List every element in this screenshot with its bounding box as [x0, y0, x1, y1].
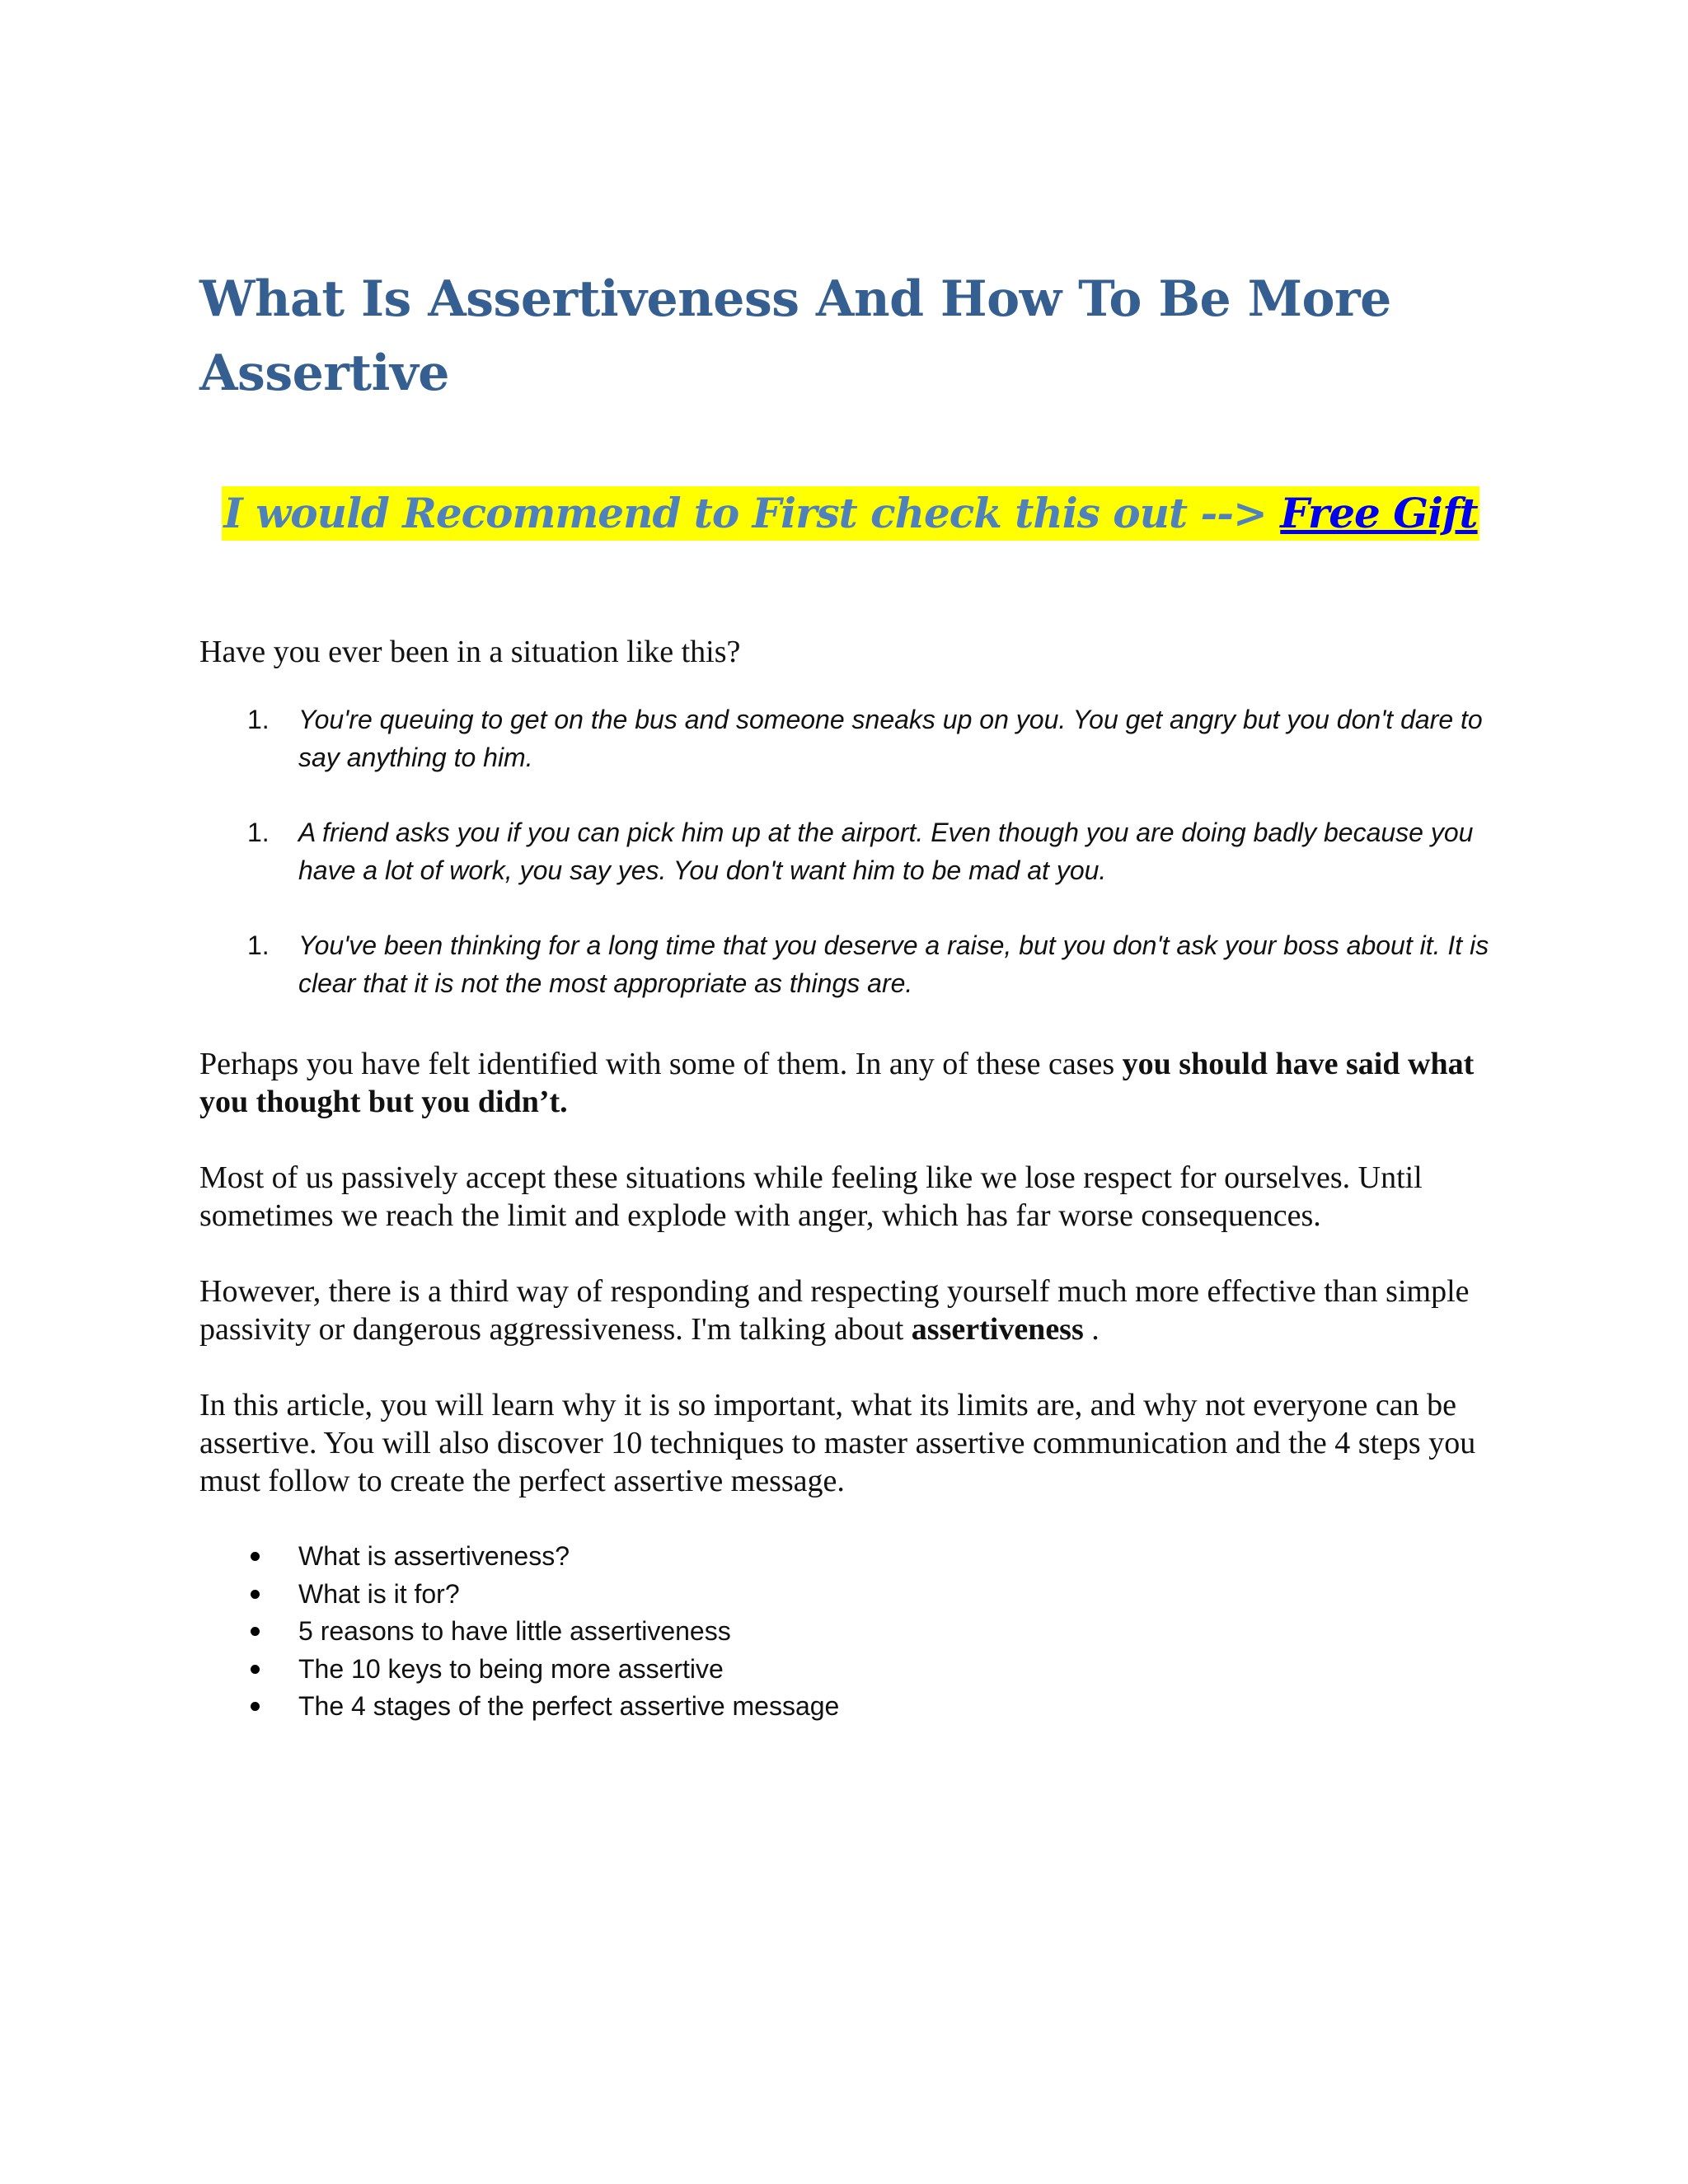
list-number: 1.: [247, 705, 270, 734]
list-item: [199, 813, 1502, 889]
paragraph-text: However, there is a third way of responding and respecting yourself much more effective than simple passivity or dangerous aggressiveness. I'm talking about: [199, 1274, 1470, 1347]
toc-item-text: The 4 stages of the perfect assertive message: [298, 1691, 840, 1721]
list-number: 1.: [247, 930, 270, 960]
toc-item-text: What is assertiveness?: [298, 1541, 570, 1571]
paragraph-passive: Most of us passively accept these situations while feeling like we lose respect for ourselves. Until sometimes we reach the limit and explode with anger, which has far worse consequences.: [199, 1160, 1423, 1233]
page-title: What Is Assertiveness And How To Be More Assertive: [199, 270, 1391, 402]
paragraph-emphasis: assertiveness: [911, 1312, 1084, 1347]
situations-list: [199, 701, 1502, 1002]
bullet-icon: [251, 1590, 260, 1599]
toc-item-text: 5 reasons to have little assertiveness: [298, 1616, 731, 1646]
toc-item: [199, 1688, 1502, 1726]
intro-question: Have you ever been in a situation like this?: [199, 635, 741, 669]
toc-item: [199, 1651, 1502, 1689]
list-item-text: A friend asks you if you can pick him up at the airport. Even though you are doing badly because you have a lot of work, you say yes. You don't want him to be mad at you.: [298, 818, 1474, 885]
paragraph-identified: [199, 1045, 1502, 1121]
list-item-text: You've been thinking for a long time that you deserve a raise, but you don't ask your boss about it. It is clear that it is not the most appropriate as things are.: [298, 930, 1489, 998]
toc-item: [199, 1538, 1502, 1576]
free-gift-link[interactable]: Free Gift: [1280, 489, 1478, 537]
toc-item-text: What is it for?: [298, 1578, 460, 1609]
toc-item: [199, 1613, 1502, 1651]
list-item-text: You're queuing to get on the bus and someone sneaks up on you. You get angry but you don't dare to say anything to him.: [298, 705, 1483, 772]
bullet-icon: [251, 1552, 260, 1561]
list-item: [199, 701, 1502, 776]
toc-item-text: The 10 keys to being more assertive: [298, 1653, 724, 1684]
paragraph-tail: .: [1091, 1312, 1100, 1347]
bullet-icon: [251, 1702, 260, 1711]
paragraph-emphasis: you should have said what you thought but you didn’t.: [199, 1047, 1475, 1119]
table-of-contents: [199, 1538, 1502, 1726]
document-body: [199, 262, 1502, 1726]
bullet-icon: [251, 1665, 260, 1674]
promo-text: I would Recommend to First check this out -->: [223, 489, 1267, 537]
paragraph-third-way: [199, 1272, 1502, 1348]
toc-item: [199, 1576, 1502, 1614]
bullet-icon: [251, 1627, 260, 1636]
list-number: 1.: [247, 818, 270, 847]
paragraph-article-overview: In this article, you will learn why it is so important, what its limits are, and why not everyone can be assertive. You will also discover 10 techniques to master assertive communication and the 4 steps you must follow to create the perfect assertive message.: [199, 1388, 1476, 1498]
list-item: [199, 926, 1502, 1002]
paragraph-text: Perhaps you have felt identified with some of them. In any of these cases: [199, 1047, 1115, 1081]
promo-highlight: [222, 486, 1479, 541]
promo-banner: [199, 486, 1502, 544]
